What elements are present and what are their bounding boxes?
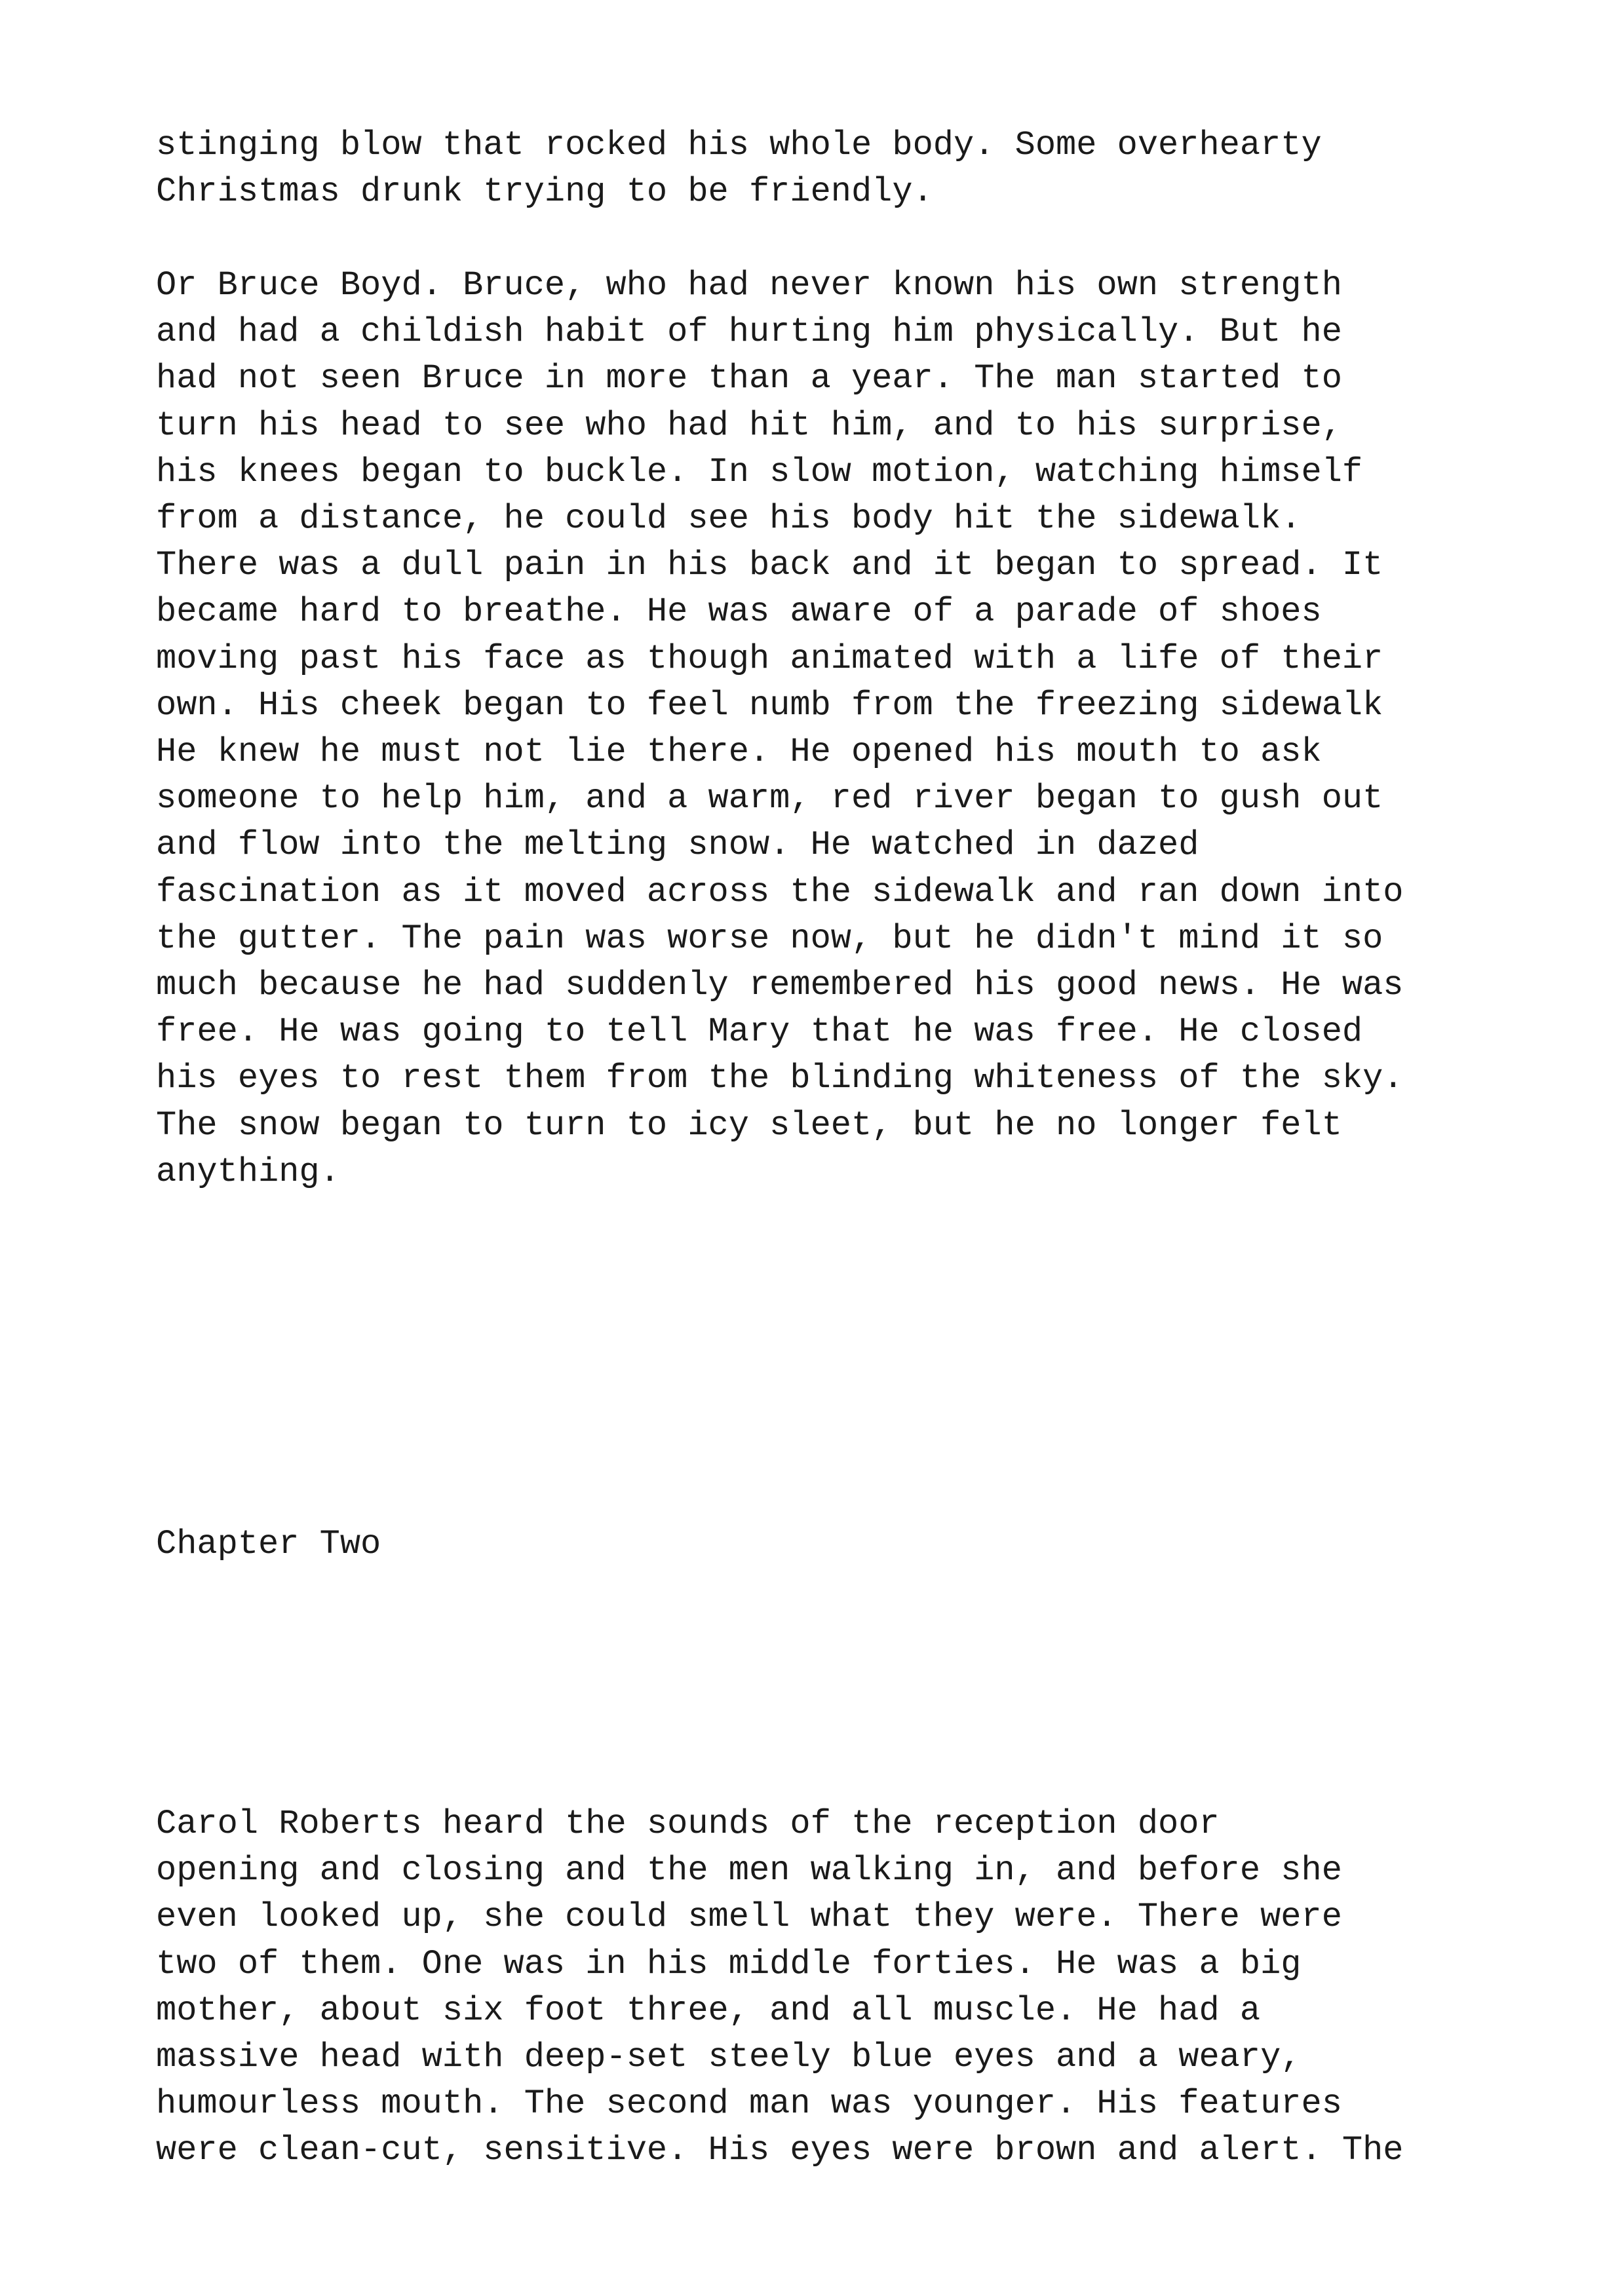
paragraph-continuation: stinging blow that rocked his whole body. Some overhearty Christmas drunk trying to be friendly.	[156, 126, 1322, 212]
paragraph-carol-roberts: Carol Roberts heard the sounds of the reception door opening and closing and the men walking in, and before she even looked up, she could smell what they were. There were two of them. One was in his middle forties. He was a big mother, about six foot three, and all muscle. He had a massive head with deep-set steely blue eyes and a weary, humourless mouth. The second man was younger. His features were clean-cut, sensitive. His eyes were brown and alert. The	[156, 1805, 1404, 2170]
paragraph-bruce-boyd: Or Bruce Boyd. Bruce, who had never known his own strength and had a childish habit of hurting him physically. But he had not seen Bruce in more than a year. The man started to turn his head to see who had hit him, and to his surprise, his knees began to buckle. In slow motion, watching himself from a distance, he could see his body hit the sidewalk. There was a dull pain in his back and it began to spread. It became hard to breathe. He was aware of a parade of shoes moving past his face as though animated with a life of their own. His cheek began to feel numb from the freezing sidewalk He knew he must not lie there. He opened his mouth to ask someone to help him, and a warm, red river began to gush out and flow into the melting snow. He watched in dazed fascination as it moved across the sidewalk and ran down into the gutter. The pain was worse now, but he didn't mind it so much because he had suddenly remembered his good news. He was free. He was going to tell Mary that he was free. He closed his eyes to rest them from the blinding whiteness of the sky. The snow began to turn to icy sleet, but he no longer felt anything.	[156, 266, 1404, 1191]
chapter-heading: Chapter Two	[156, 1525, 381, 1563]
